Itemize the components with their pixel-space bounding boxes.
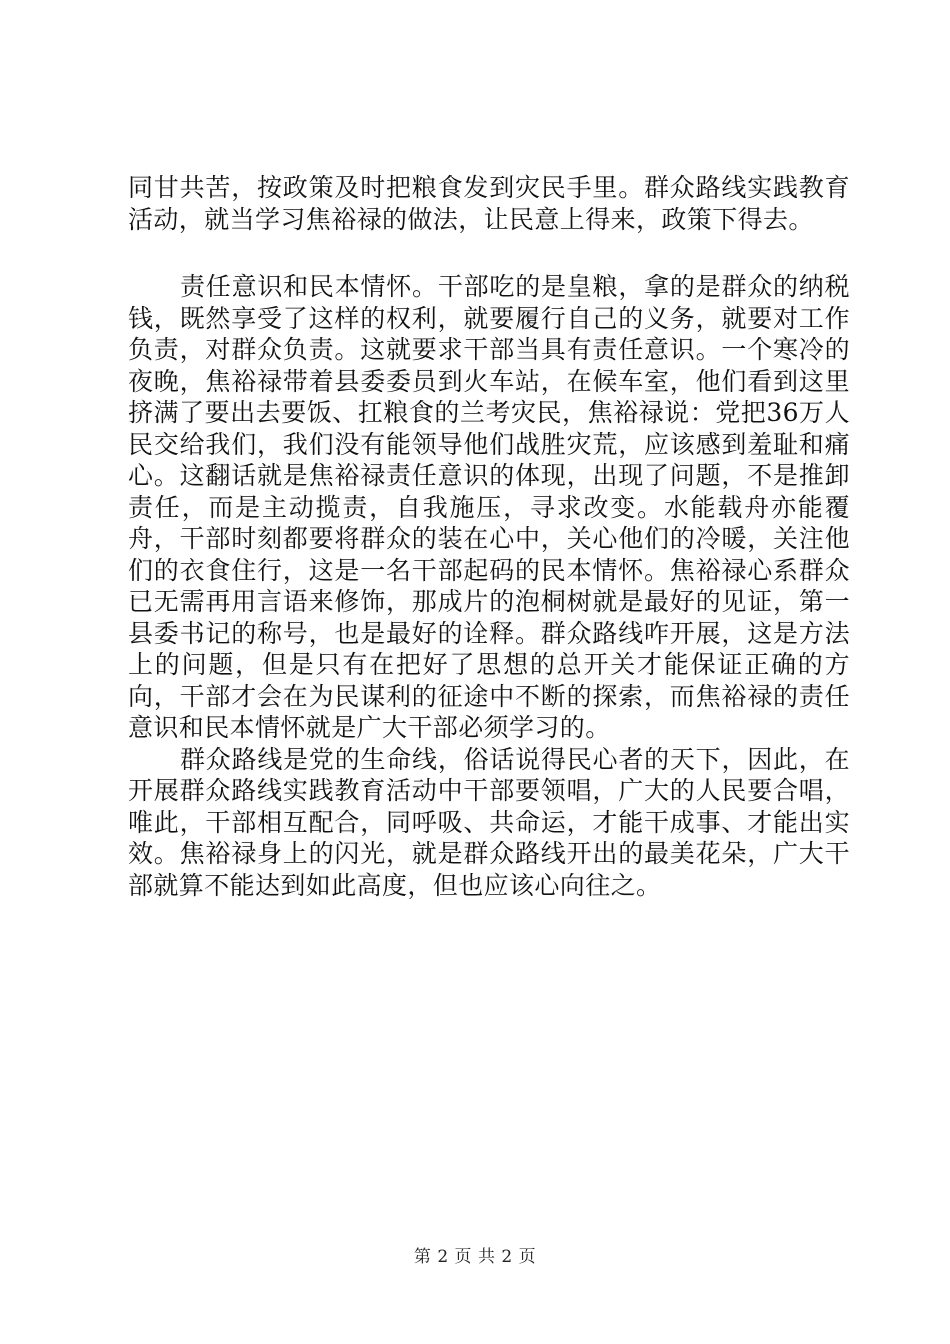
paragraph-continuation: 同甘共苦，按政策及时把粮食发到灾民手里。群众路线实践教育活动，就当学习焦裕禄的做法，让民意上得来，政策下得去。 [128, 173, 850, 234]
paragraph-responsibility: 责任意识和民本情怀。干部吃的是皇粮，拿的是群众的纳税钱，既然享受了这样的权利，就要履行自己的义务，就要对工作负责，对群众负责。这就要求干部当具有责任意识。一个寒冷的夜晚，焦裕禄带着县委委员到火车站，在候车室，他们看到这里挤满了要出去要饭、扛粮食的兰考灾民，焦裕禄说：党把36万人民交给我们，我们没有能领导他们战胜灾荒，应该感到羞耻和痛心。这翻话就是焦裕禄责任意识的体现，出现了问题，不是推卸责任，而是主动揽责，自我施压，寻求改变。水能载舟亦能覆舟，干部时刻都要将群众的装在心中，关心他们的冷暖，关注他们的衣食住行，这是一名干部起码的民本情怀。焦裕禄心系群众已无需再用言语来修饰，那成片的泡桐树就是最好的见证，第一县委书记的称号，也是最好的诠释。群众路线咋开展，这是方法上的问题，但是只有在把好了思想的总开关才能保证正确的方向，干部才会在为民谋利的征途中不断的探索，而焦裕禄的责任意识和民本情怀就是广大干部必须学习的。 [128, 272, 850, 742]
paragraph-mass-line: 群众路线是党的生命线，俗话说得民心者的天下，因此，在开展群众路线实践教育活动中干部要领唱，广大的人民要合唱，唯此，干部相互配合，同呼吸、共命运，才能干成事、才能出实效。焦裕禄身上的闪光，就是群众路线开出的最美花朵，广大干部就算不能达到如此高度，但也应该心向往之。 [128, 744, 850, 900]
page-number-footer: 第 2 页 共 2 页 [413, 1247, 537, 1267]
document-body [128, 172, 850, 901]
